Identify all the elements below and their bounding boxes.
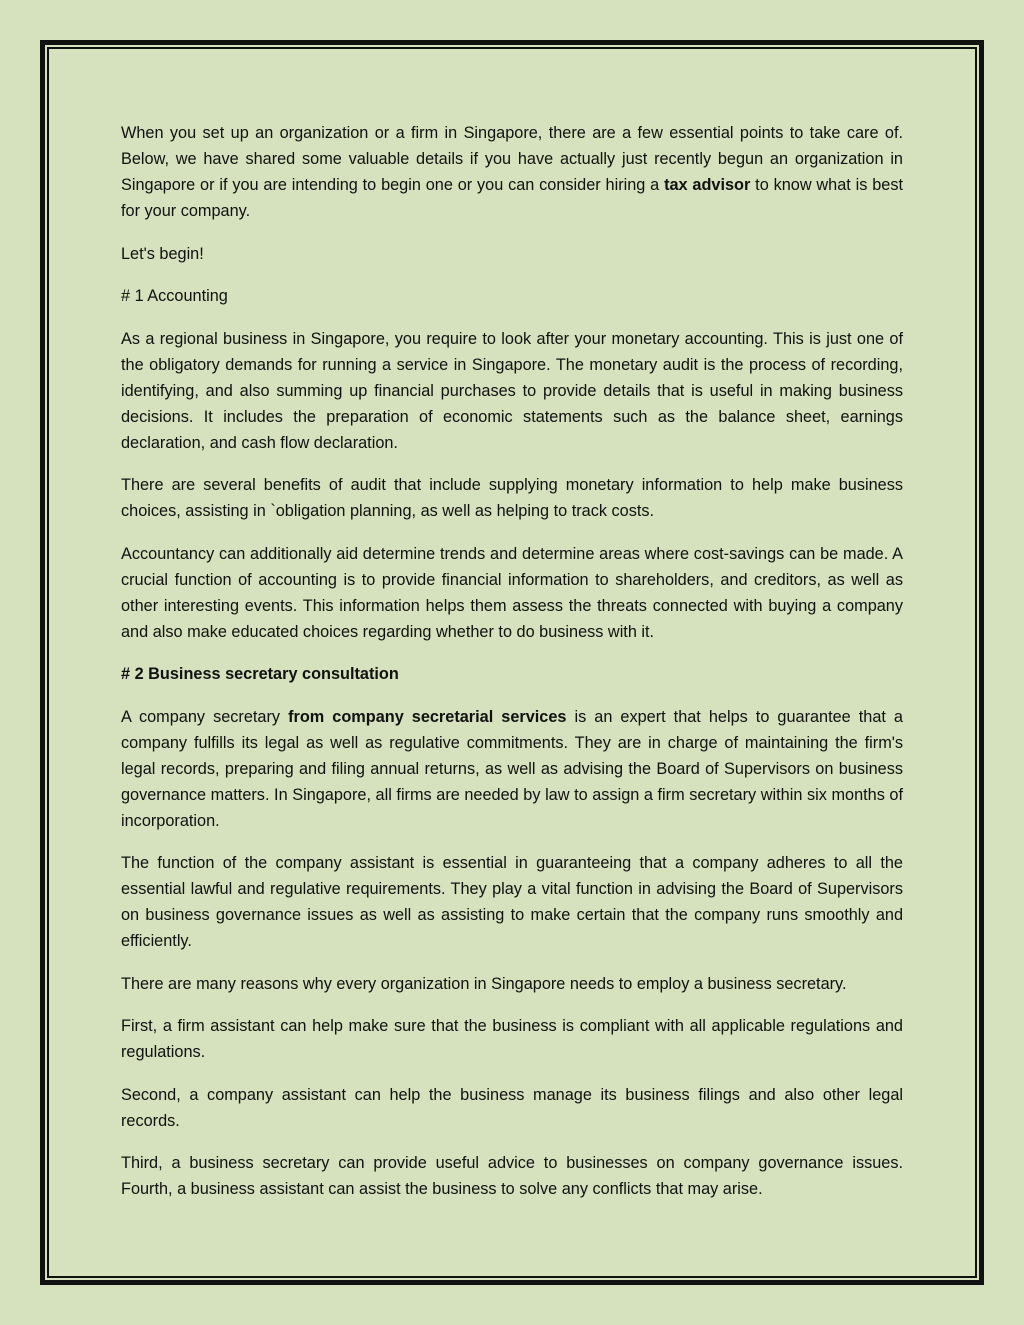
intro-paragraph: When you set up an organization or a firm in Singapore, there are a few essential points to take care of. Below, we have shared some valuable details if you have actually just recently begun an organization in Singapore or if you are intending to begin one or you can consider hiring a tax advisor to know what is best for your company.	[121, 124, 903, 220]
tax-advisor-link-text: tax advisor	[664, 176, 751, 194]
section-heading-secretary: # 2 Business secretary consultation	[121, 665, 399, 683]
secretary-paragraph-2: The function of the company assistant is essential in guaranteeing that a company adheres to all the essential lawful and regulative requirements. They play a vital function in advising the Board of Supervisors on business governance issues as well as assisting to make certain that the company runs smoothly and efficiently.	[121, 854, 903, 950]
secretary-paragraph-6: Third, a business secretary can provide useful advice to businesses on company governance issues. Fourth, a business assistant can assist the business to solve any conflicts that may arise.	[121, 1154, 903, 1198]
secretary-paragraph-5: Second, a company assistant can help the business manage its business filings and also other legal records.	[121, 1085, 903, 1130]
accounting-paragraph-1: As a regional business in Singapore, you require to look after your monetary accounting. This is just one of the obligatory demands for running a service in Singapore. The monetary audit is the process of recording, identifying, and also summing up financial purchases to provide details that is useful in making business decisions. It includes the preparation of economic statements such as the balance sheet, earnings declaration, and cash flow declaration.	[121, 329, 903, 452]
secretary-paragraph-1: A company secretary from company secretarial services is an expert that helps to guarantee that a company fulfills its legal as well as regulative commitments. They are in charge of maintaining the firm's legal records, preparing and filing annual returns, as well as advising the Board of Supervisors on business governance matters. In Singapore, all firms are needed by law to assign a firm secretary within six months of incorporation.	[121, 707, 903, 830]
secretary-paragraph-3: There are many reasons why every organization in Singapore needs to employ a business secretary.	[121, 974, 847, 993]
accounting-paragraph-2: There are several benefits of audit that include supplying monetary information to help make business choices, assisting in `obligation planning, as well as helping to track costs.	[121, 476, 903, 520]
section-heading-accounting: # 1 Accounting	[121, 287, 228, 305]
lets-begin-text: Let's begin!	[121, 244, 204, 263]
document-body	[121, 120, 903, 1219]
secretarial-services-link-text: from company secretarial services	[288, 707, 567, 726]
accounting-paragraph-3: Accountancy can additionally aid determine trends and determine areas where cost-savings can be made. A crucial function of accounting is to provide financial information to shareholders, and creditors, as well as other interesting events. This information helps them assess the threats connected with buying a company and also make educated choices regarding whether to do business with it.	[121, 544, 903, 641]
secretary-paragraph-4: First, a firm assistant can help make sure that the business is compliant with all applicable regulations and regulations.	[121, 1017, 903, 1061]
